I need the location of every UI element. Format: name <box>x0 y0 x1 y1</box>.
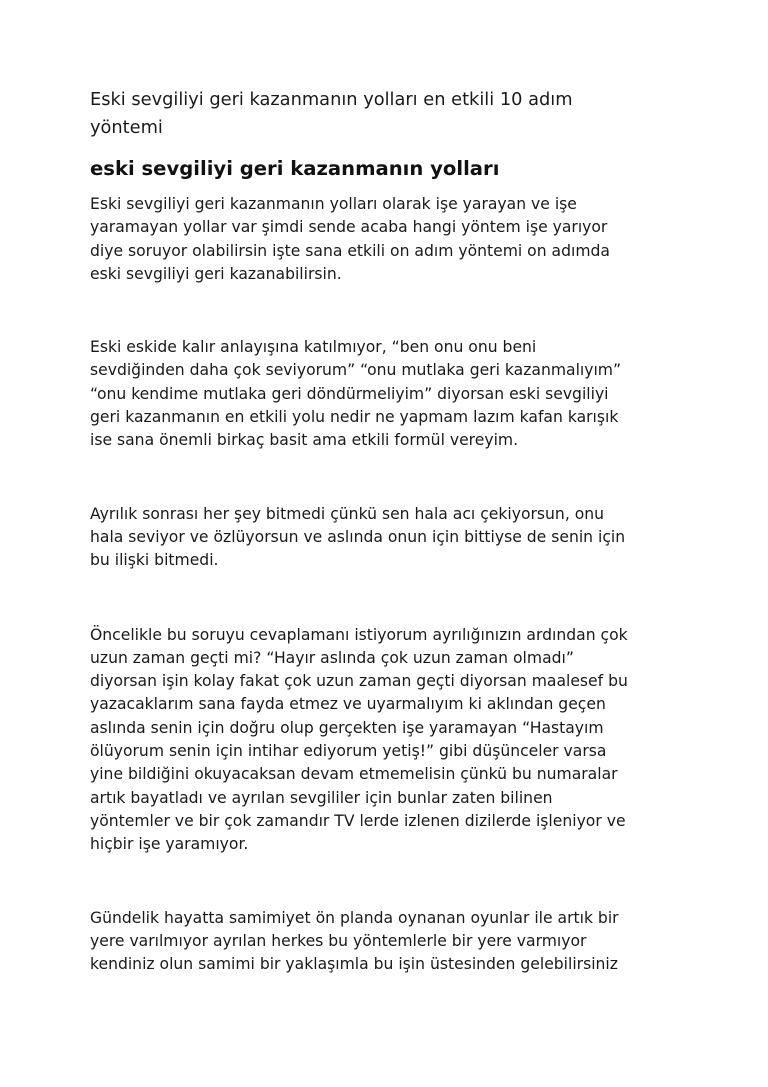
document-body <box>90 86 690 976</box>
paragraph-2: Eski eskide kalır anlayışına katılmıyor, “ben onu onu beni sevdiğinden daha çok seviyorum” “onu mutlaka geri kazanmalıyım” “onu kendime mutlaka geri döndürmeliyim” diyorsan eski sevgiliyi geri kazanmanın en etkili yolu nedir ne yapmam lazım kafan karışık ise sana önemli birkaç basit ama etkili formül vereyim. <box>90 338 622 450</box>
document-title: Eski sevgiliyi geri kazanmanın yolları en etkili 10 adım yöntemi <box>90 89 573 138</box>
paragraph-3: Ayrılık sonrası her şey bitmedi çünkü sen hala acı çekiyorsun, onu hala seviyor ve özlüyorsun ve aslında onun için bittiyse de senin için bu ilişki bitmedi. <box>90 504 626 570</box>
paragraph-1: Eski sevgiliyi geri kazanmanın yolları olarak işe yarayan ve işe yaramayan yollar var şimdi sende acaba hangi yöntem işe yarıyor diye soruyor olabilirsin işte sana etkili on adım yöntemi on adımda eski sevgiliyi geri kazanabilirsin. <box>90 195 610 283</box>
paragraph-4: Öncelikle bu soruyu cevaplamanı istiyorum ayrılığınızın ardından çok uzun zaman geçti mi? “Hayır aslında çok uzun zaman olmadı” diyorsan işin kolay fakat çok uzun zaman geçti diyorsan maalesef bu yazacaklarım sana fayda etmez ve uyarmalıyım ki aklından geçen aslında senin için doğru olup gerçekten işe yaramayan “Hastayım ölüyorum senin için intihar ediyorum yetiş!” gibi düşünceler varsa yine bildiğini okuyacaksan devam etmemelisin çünkü bu numaralar artık bayatladı ve ayrılan sevgililer için bunlar zaten bilinen yöntemler ve bir çok zamandır TV lerde izlenen dizilerde işleniyor ve hiçbir işe yaramıyor. <box>90 625 628 854</box>
paragraph-5: Gündelik hayatta samimiyet ön planda oynanan oyunlar ile artık bir yere varılmıyor ayrılan herkes bu yöntemlerle bir yere varmıyor kendiniz olun samimi bir yaklaşımla bu işin üstesinden gelebilirsiniz <box>90 908 619 974</box>
section-heading: eski sevgiliyi geri kazanmanın yolları <box>90 157 500 180</box>
